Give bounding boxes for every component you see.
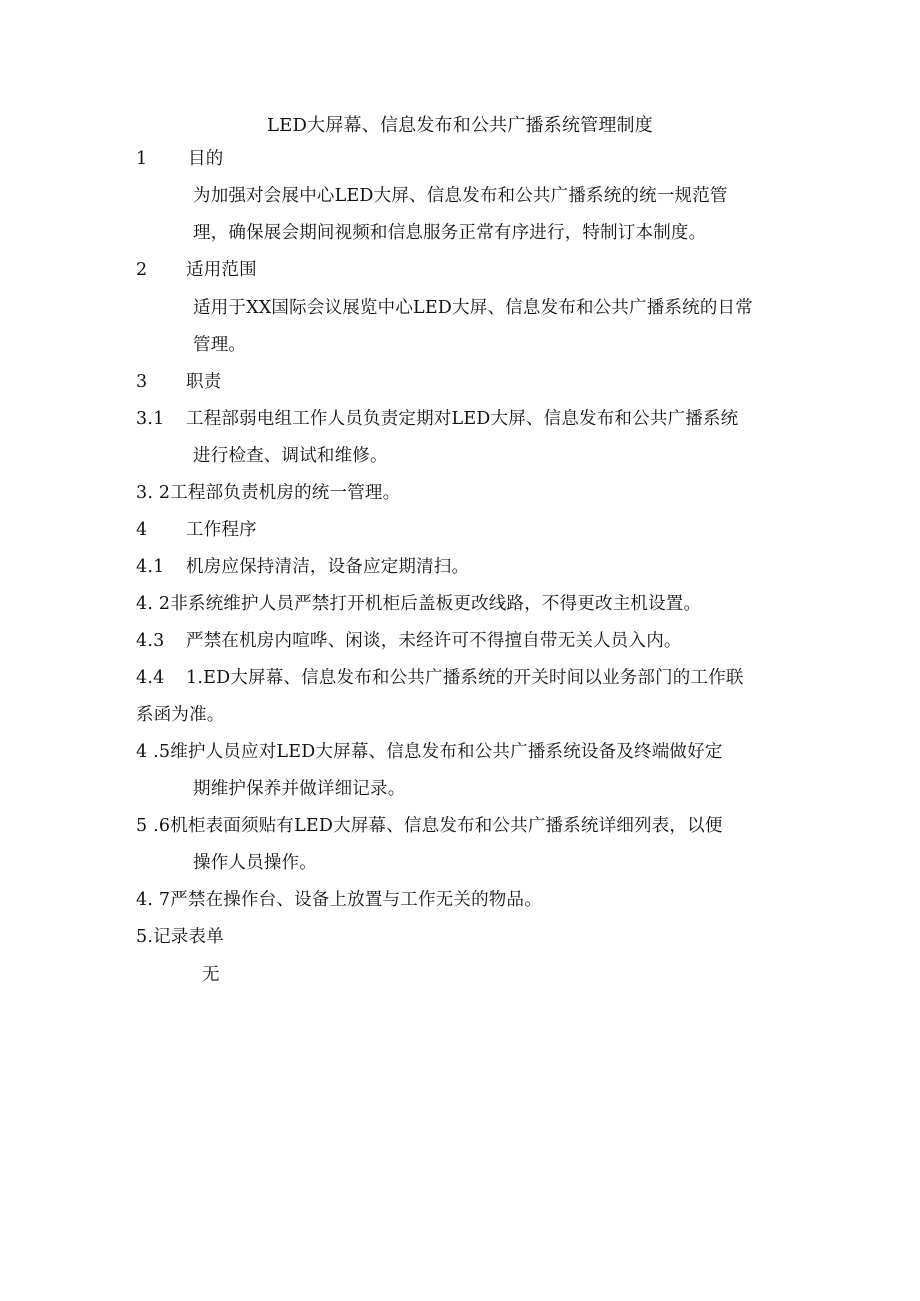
item-4-6-line-2: 操作人员操作。 xyxy=(193,853,317,873)
section-2-number: 2 xyxy=(136,260,148,280)
item-4-6-line-1: 5 .6机柜表面须贴有LED大屏幕、信息发布和公共广播系统详细列表，以便 xyxy=(136,816,723,836)
section-3-heading: 职责 xyxy=(186,372,222,392)
section-1-body-line-2: 理，确保展会期间视频和信息服务正常有序进行，特制订本制度。 xyxy=(193,223,707,243)
section-5-body: 无 xyxy=(202,965,220,985)
item-4-4-line-1: 1.ED大屏幕、信息发布和公共广播系统的开关时间以业务部门的工作联 xyxy=(186,668,744,688)
item-3-1-line-2: 进行检查、调试和维修。 xyxy=(193,446,388,466)
item-4-4-number: 4.4 xyxy=(136,668,165,688)
item-3-1-number: 3.1 xyxy=(136,409,165,429)
section-3-number: 3 xyxy=(136,372,148,392)
section-2-body-line-1: 适用于XX国际会议展览中心LED大屏、信息发布和公共广播系统的日常 xyxy=(193,298,753,318)
item-4-2: 4. 2非系统维护人员严禁打开机柜后盖板更改线路，不得更改主机设置。 xyxy=(136,594,702,614)
item-3-2: 3. 2工程部负责机房的统一管理。 xyxy=(136,483,401,503)
item-4-5-line-1: 4 .5维护人员应对LED大屏幕、信息发布和公共广播系统设备及终端做好定 xyxy=(136,742,723,762)
item-4-3-text: 严禁在机房内喧哗、闲谈，未经许可不得擅自带无关人员入内。 xyxy=(186,631,682,651)
item-4-5-line-2: 期维护保养并做详细记录。 xyxy=(193,779,406,799)
section-1-number: 1 xyxy=(136,149,148,169)
section-5-heading: 5.记录表单 xyxy=(136,927,224,947)
section-2-heading: 适用范围 xyxy=(186,260,257,280)
section-4-heading: 工作程序 xyxy=(186,520,257,540)
document-title: LED大屏幕、信息发布和公共广播系统管理制度 xyxy=(267,115,653,136)
section-2-body-line-2: 管理。 xyxy=(193,335,247,355)
section-1-body-line-1: 为加强对会展中心LED大屏、信息发布和公共广播系统的统一规范管 xyxy=(193,186,728,206)
item-4-1-text: 机房应保持清洁，设备应定期清扫。 xyxy=(186,557,470,577)
item-4-1-number: 4.1 xyxy=(136,557,165,577)
item-4-7: 4. 7严禁在操作台、设备上放置与工作无关的物品。 xyxy=(136,890,542,910)
item-3-1-line-1: 工程部弱电组工作人员负责定期对LED大屏、信息发布和公共广播系统 xyxy=(186,409,739,429)
section-1-heading: 目的 xyxy=(188,149,224,169)
item-4-4-line-2: 系函为准。 xyxy=(136,705,225,725)
section-4-number: 4 xyxy=(136,520,148,540)
item-4-3-number: 4.3 xyxy=(136,631,165,651)
